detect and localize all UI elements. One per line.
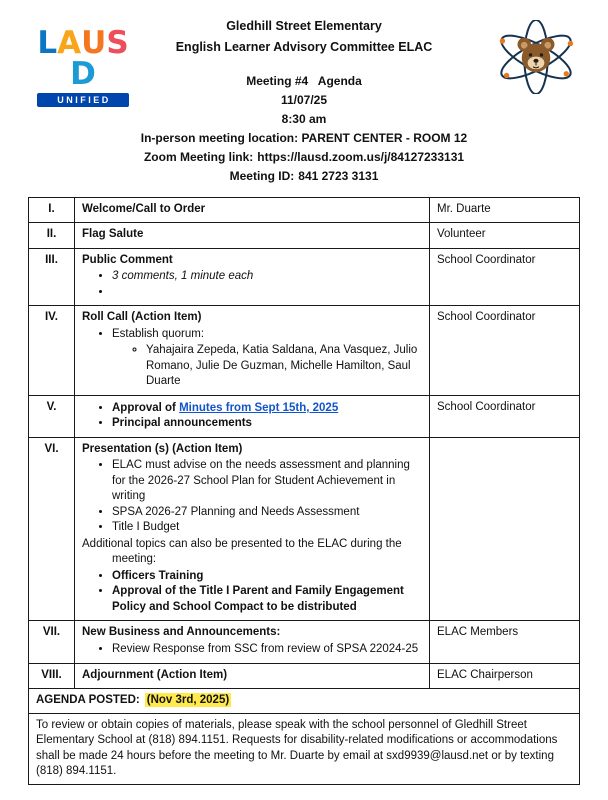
row-numeral: VII. — [29, 621, 75, 663]
row-numeral: III. — [29, 248, 75, 306]
bullet-list — [82, 327, 422, 343]
school-name: Gledhill Street Elementary — [226, 19, 382, 33]
list-item: • Officers Training — [112, 569, 422, 585]
meeting-id-value: 841 2723 3131 — [298, 169, 379, 184]
lausd-logo-letters — [28, 25, 138, 92]
row-title: Presentation (s) (Action Item) — [82, 442, 243, 455]
row-title: Public Comment — [82, 253, 173, 266]
agenda-row-roll-call — [29, 306, 580, 396]
row-content — [75, 248, 430, 306]
list-item: • ELAC must advise on the needs assessment and planning for the 2026-27 School Plan for Student Achievement in writing — [112, 458, 422, 505]
materials-footer-row — [29, 713, 580, 784]
meeting-location: In-person meeting location: PARENT CENTER - ROOM 12 — [140, 131, 468, 146]
agenda-row-public-comment — [29, 248, 580, 306]
row-numeral: II. — [29, 223, 75, 249]
meeting-time: 8:30 am — [281, 111, 327, 126]
list-item-empty — [112, 285, 422, 301]
meeting-id-line — [28, 167, 580, 186]
row-owner: Volunteer — [430, 223, 580, 249]
document-header — [28, 16, 580, 187]
additional-topics-note: Additional topics can also be presented to the ELAC during the meeting: — [82, 537, 402, 566]
row-content — [75, 395, 430, 437]
logo-letter-l: L — [37, 25, 58, 61]
meeting-id-label: Meeting ID: — [229, 169, 295, 184]
agenda-posted-cell — [29, 689, 580, 714]
row-content — [75, 223, 430, 249]
row-numeral: IV. — [29, 306, 75, 396]
row-numeral: V. — [29, 395, 75, 437]
row-numeral: VIII. — [29, 663, 75, 689]
row-title: Welcome/Call to Order — [82, 202, 206, 215]
agenda-row-approval — [29, 395, 580, 437]
agenda-row-adjournment — [29, 663, 580, 689]
logo-letter-a: A — [57, 25, 82, 61]
sub-bullet-list — [82, 343, 422, 390]
bullet-list — [82, 458, 422, 536]
list-item: • Review Response from SSC from review of SPSA 22024-25 — [112, 642, 422, 658]
logo-letter-s: S — [106, 25, 129, 61]
row-owner — [430, 437, 580, 621]
list-item: • Approval of the Title I Parent and Family Engagement Policy and School Compact to be distributed — [112, 584, 422, 615]
list-item: • Establish quorum: — [112, 327, 422, 343]
materials-footer-text: To review or obtain copies of materials, please speak with the school personnel of Gledhill Street Elementary School at (818) 894.1151. Requests for disability-related modifications or accommodations shall be made 24 hours before the meeting to Mr. Duarte by email at sxd9939@lausd.net or by texting (818) 894.1151. — [29, 713, 580, 784]
agenda-row-new-business — [29, 621, 580, 663]
list-item-quorum-names: ◦ Yahajaira Zepeda, Katia Saldana, Ana Vasquez, Julio Romano, Julie De Guzman, Michelle Hamilton, Saul Duarte — [146, 343, 422, 390]
list-item: • Principal announcements — [112, 416, 422, 432]
row-content — [75, 197, 430, 223]
minutes-link[interactable]: Minutes from Sept 15th, 2025 — [179, 401, 339, 414]
row-owner: School Coordinator — [430, 306, 580, 396]
zoom-meeting-link[interactable]: https://lausd.zoom.us/j/84127233131 — [257, 150, 465, 165]
list-item: • 3 comments, 1 minute each — [112, 269, 422, 285]
bear-atom-mascot-icon — [494, 20, 578, 94]
bullet-list — [82, 642, 422, 658]
row-content — [75, 437, 430, 621]
logo-letter-d: D — [70, 56, 96, 92]
row-owner: Mr. Duarte — [430, 197, 580, 223]
agenda-row-welcome — [29, 197, 580, 223]
lausd-logo — [28, 25, 138, 107]
agenda-posted-label: AGENDA POSTED: — [36, 694, 140, 707]
row-content — [75, 306, 430, 396]
row-content — [75, 663, 430, 689]
lausd-unified-banner: UNIFIED — [37, 93, 129, 107]
row-owner: ELAC Chairperson — [430, 663, 580, 689]
row-title: Adjournment (Action Item) — [82, 668, 228, 681]
row-title: Roll Call (Action Item) — [82, 311, 202, 324]
row-title: Flag Salute — [82, 228, 144, 241]
row-numeral: VI. — [29, 437, 75, 621]
bullet-list — [82, 401, 422, 432]
agenda-row-presentation — [29, 437, 580, 621]
zoom-line — [28, 148, 580, 167]
row-owner: School Coordinator — [430, 248, 580, 306]
bullet-list-bold — [82, 569, 422, 616]
agenda-posted-date: (Nov 3rd, 2025) — [146, 694, 230, 707]
approval-prefix: Approval of — [112, 401, 180, 414]
logo-letter-u: U — [81, 25, 107, 61]
row-content — [75, 621, 430, 663]
row-numeral: I. — [29, 197, 75, 223]
committee-name: English Learner Advisory Committee ELAC — [175, 40, 433, 55]
list-item: • Title I Budget — [112, 520, 422, 536]
agenda-posted-row — [29, 689, 580, 714]
meeting-title: Meeting #4 Agenda — [246, 73, 362, 88]
list-item: • SPSA 2026-27 Planning and Needs Assessment — [112, 505, 422, 521]
agenda-row-flag-salute — [29, 223, 580, 249]
bullet-list — [82, 269, 422, 300]
list-item-approval — [112, 401, 422, 417]
row-owner: ELAC Members — [430, 621, 580, 663]
row-owner: School Coordinator — [430, 395, 580, 437]
zoom-label: Zoom Meeting link: — [143, 150, 254, 165]
row-title: New Business and Announcements: — [82, 626, 281, 639]
agenda-table — [28, 197, 580, 785]
meeting-date: 11/07/25 — [280, 92, 328, 107]
